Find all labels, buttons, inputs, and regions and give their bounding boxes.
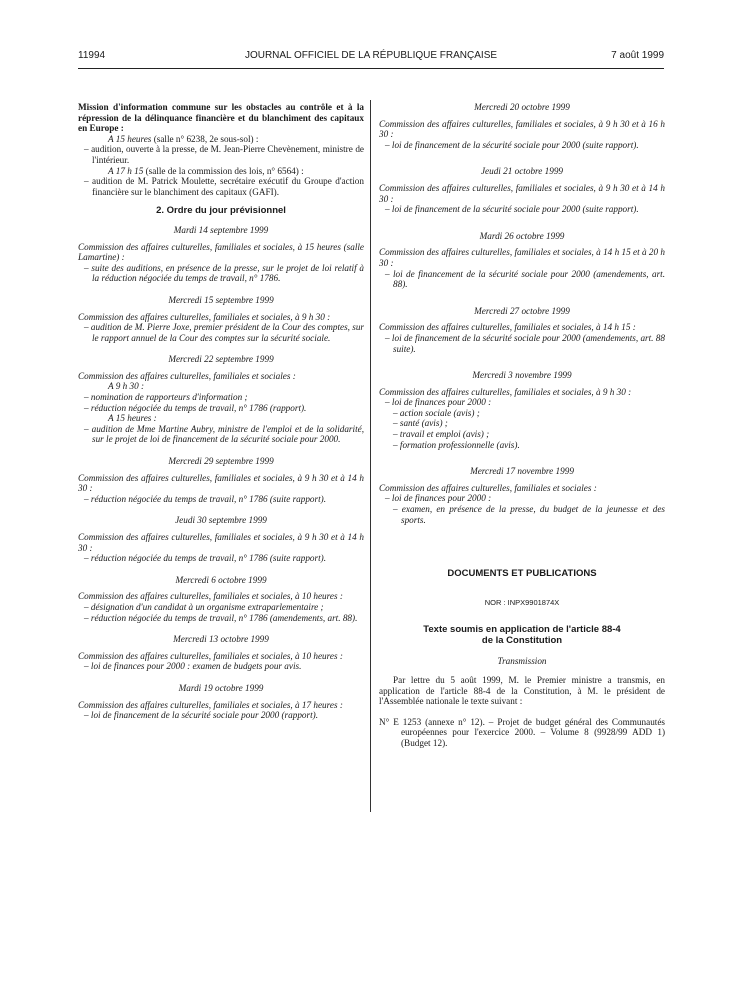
documents-section-title: DOCUMENTS ET PUBLICATIONS [447,568,597,580]
transmission-paragraph: Par lettre du 5 août 1999, M. le Premier ministre a transmis, en application de l'article 88-4 de la Constitution, à M. le président de l'Assemblée nationale le texte suivant : [379,675,665,707]
texte-title-line1: Texte soumis en application de l'article 88-4 [423,624,621,636]
day-heading: Jeudi 21 octobre 1999 [480,166,564,177]
texte-title-line2: de la Constitution [481,635,563,647]
agenda-item: – loi de finances pour 2000 : examen de budgets pour avis. [84,661,302,672]
document-entry: N° E 1253 (annexe n° 12). – Projet de budget général des Communautés européennes pour l'exercice 2000. – Volume 8 (9928/99 ADD 1) (Budget 12). [379,716,665,748]
commission-line: Commission des affaires culturelles, familiales et sociales, à 9 h 30 : [78,311,331,322]
day-heading: Mardi 14 septembre 1999 [173,224,269,235]
day-heading: Mercredi 6 octobre 1999 [175,574,267,585]
agenda-item: – loi de financement de la sécurité sociale pour 2000 (amendements, art. 88). [385,268,665,290]
day-heading: Mercredi 15 septembre 1999 [168,294,274,305]
agenda-subitem: – travail et emploi (avis) ; [393,429,490,440]
issue-date: 7 août 1999 [611,50,664,61]
agenda-item: – loi de financement de la sécurité sociale pour 2000 (suite rapport). [385,139,639,150]
commission-line: Commission des affaires culturelles, familiales et sociales : [379,482,597,493]
agenda-subitem: – santé (avis) ; [393,418,448,429]
header-rule [78,68,664,69]
agenda-item: – loi de financement de la sécurité sociale pour 2000 (amendements, art. 88 suite). [385,332,665,354]
commission-line: Commission des affaires culturelles, familiales et sociales, à 9 h 30 et à 16 h 30 : [379,118,665,140]
right-column [379,102,665,749]
meeting-line: A 15 heures (salle n° 6238, 2e sous-sol) : [108,133,259,144]
commission-line: Commission des affaires culturelles, familiales et sociales, à 9 h 30 : [379,386,632,397]
commission-line: Commission des affaires culturelles, familiales et sociales, à 9 h 30 et à 14 h 30 : [78,532,364,553]
commission-line: Commission des affaires culturelles, familiales et sociales, à 17 heures : [78,699,343,710]
time-line: A 15 heures : [108,413,157,424]
agenda-item: – réduction négociée du temps de travail, n° 1786 (suite rapport). [84,553,326,564]
agenda-subitem: – action sociale (avis) ; [393,407,480,418]
commission-line: Commission des affaires culturelles, familiales et sociales : [78,370,296,381]
agenda-subitem: – examen, en présence de la presse, du budget de la jeunesse et des sports. [393,504,665,525]
agenda-item: – réduction négociée du temps de travail, n° 1786 (amendements, art. 88). [84,612,358,623]
agenda-item: – suite des auditions, en présence de la presse, sur le projet de loi relatif à la réduction négociée du temps de travail, n° 1786. [84,262,364,284]
day-heading: Mercredi 22 septembre 1999 [168,354,274,365]
agenda-item: – audition de Mme Martine Aubry, ministre de l'emploi et de la solidarité, sur le projet de loi de financement de la sécurité sociale pour 2000. [84,423,364,445]
page-header [78,50,664,64]
mission-title: Mission d'information commune sur les obstacles au contrôle et à la répression de la délinquance financière et du blanchiment des capitaux en Europe : [78,102,364,134]
agenda-item: – audition, ouverte à la presse, de M. Jean-Pierre Chevènement, ministre de l'intérieur. [84,144,364,165]
day-heading: Jeudi 30 septembre 1999 [175,515,267,526]
agenda-item: – loi de financement de la sécurité sociale pour 2000 (suite rapport). [385,204,639,215]
time-line: A 9 h 30 : [108,381,145,392]
day-heading: Mercredi 17 novembre 1999 [470,466,574,477]
transmission-heading: Transmission [497,656,547,667]
journal-title: JOURNAL OFFICIEL DE LA RÉPUBLIQUE FRANÇAISE [244,50,498,61]
day-heading: Mardi 26 octobre 1999 [479,230,565,241]
day-heading: Mercredi 29 septembre 1999 [168,456,274,467]
agenda-item: – loi de financement de la sécurité sociale pour 2000 (rapport). [84,710,318,721]
agenda-item: – réduction négociée du temps de travail, n° 1786 (rapport). [84,402,307,413]
agenda-item: – loi de finances pour 2000 : [385,493,492,504]
day-heading: Mercredi 13 octobre 1999 [173,634,269,645]
day-heading: Mercredi 27 octobre 1999 [474,305,570,316]
agenda-subitem: – formation professionnelle (avis). [393,439,520,450]
day-heading: Mercredi 3 novembre 1999 [472,370,572,381]
nor-reference: NOR : INPX9901874X [484,597,560,607]
commission-line: Commission des affaires culturelles, familiales et sociales, à 14 h 15 : [379,322,636,333]
meeting-line: A 17 h 15 (salle de la commission des lois, n° 6564) : [108,165,304,176]
commission-line: Commission des affaires culturelles, familiales et sociales, à 10 heures : [78,591,343,602]
commission-line: Commission des affaires culturelles, familiales et sociales, à 9 h 30 et à 14 h 30 : [78,472,364,494]
day-heading: Mercredi 20 octobre 1999 [474,102,570,112]
agenda-item: – désignation d'un candidat à un organisme extraparlementaire ; [84,601,324,612]
left-column [78,102,364,721]
agenda-item: – réduction négociée du temps de travail, n° 1786 (suite rapport). [84,493,326,504]
commission-line: Commission des affaires culturelles, familiales et sociales, à 10 heures : [78,650,343,661]
agenda-item: – audition de M. Patrick Moulette, secrétaire exécutif du Groupe d'action financière sur le blanchiment des capitaux (GAFI). [84,176,364,197]
section-title: 2. Ordre du jour prévisionnel [156,205,286,217]
agenda-item: – nomination de rapporteurs d'information ; [84,392,248,403]
column-rule [370,100,371,812]
commission-line: Commission des affaires culturelles, familiales et sociales, à 14 h 15 et à 20 h 30 : [379,247,665,268]
day-heading: Mardi 19 octobre 1999 [178,682,264,693]
commission-line: Commission des affaires culturelles, familiales et sociales, à 15 heures (salle Lamartine) : [78,241,364,263]
commission-line: Commission des affaires culturelles, familiales et sociales, à 9 h 30 et à 14 h 30 : [379,182,665,204]
agenda-item: – loi de finances pour 2000 : [385,397,492,408]
page-number: 11994 [78,50,106,61]
agenda-item: – audition de M. Pierre Joxe, premier président de la Cour des comptes, sur le rapport annuel de la Cour des comptes sur la sécurité sociale. [84,322,364,343]
